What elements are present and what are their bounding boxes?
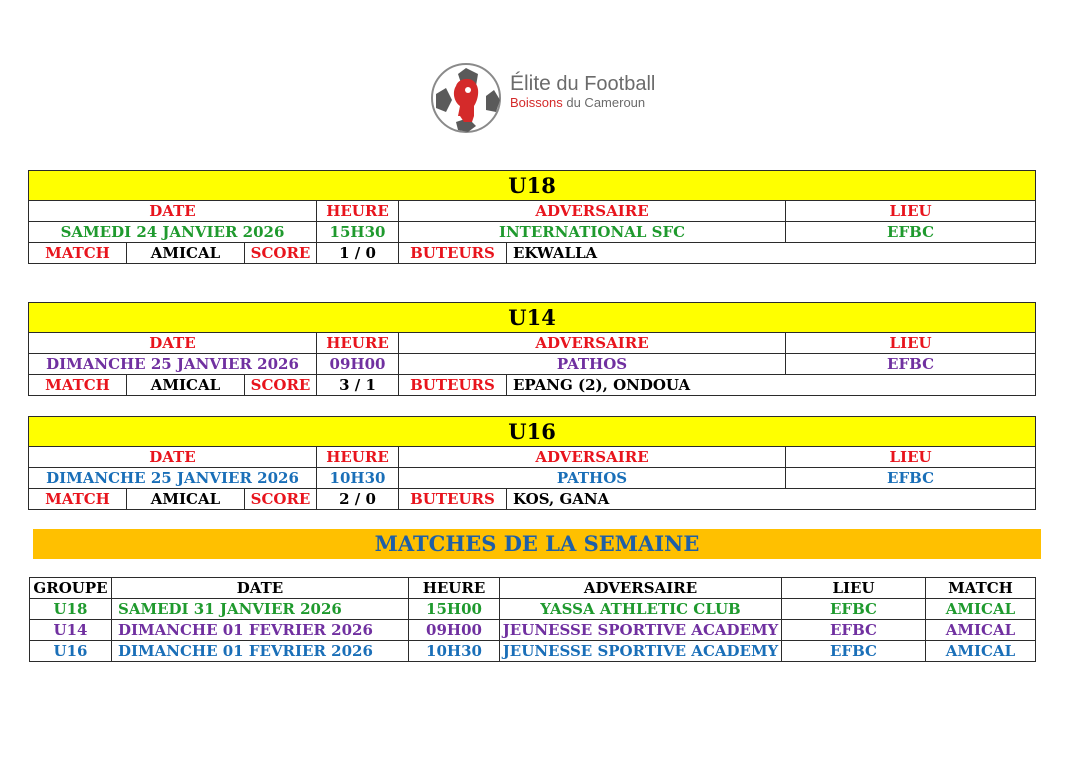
groupe-cell: U18: [30, 599, 112, 620]
date-header: DATE: [112, 578, 409, 599]
adversaire-header: ADVERSAIRE: [399, 201, 786, 222]
logo-title: Élite du Football: [510, 72, 656, 95]
buteurs-label: BUTEURS: [399, 489, 507, 510]
u18-title: U18: [29, 171, 1036, 201]
u14-schedule-table: [28, 302, 1036, 396]
date-cell: DIMANCHE 01 FEVRIER 2026: [112, 641, 409, 662]
score-label: SCORE: [245, 489, 317, 510]
u16-adversaire: PATHOS: [399, 468, 786, 489]
u16-title: U16: [29, 417, 1036, 447]
adversaire-cell: JEUNESSE SPORTIVE ACADEMY: [500, 641, 782, 662]
match-label: MATCH: [29, 243, 127, 264]
lieu-header: LIEU: [786, 201, 1036, 222]
weekly-header-row: [30, 578, 1036, 599]
groupe-cell: U14: [30, 620, 112, 641]
date-cell: DIMANCHE 01 FEVRIER 2026: [112, 620, 409, 641]
date-header: DATE: [29, 201, 317, 222]
u18-date: SAMEDI 24 JANVIER 2026: [29, 222, 317, 243]
u14-date: DIMANCHE 25 JANVIER 2026: [29, 354, 317, 375]
score-label: SCORE: [245, 243, 317, 264]
adversaire-header: ADVERSAIRE: [399, 333, 786, 354]
logo-subtitle: Boissons du Cameroun: [510, 95, 646, 110]
adversaire-cell: YASSA ATHLETIC CLUB: [500, 599, 782, 620]
u18-buteurs: EKWALLA: [507, 243, 1036, 264]
match-label: MATCH: [29, 375, 127, 396]
heure-header: HEURE: [409, 578, 500, 599]
lieu-cell: EFBC: [782, 620, 926, 641]
weekly-matches-banner: MATCHES DE LA SEMAINE: [33, 529, 1041, 559]
adversaire-header: ADVERSAIRE: [500, 578, 782, 599]
table-row: [30, 641, 1036, 662]
u16-date: DIMANCHE 25 JANVIER 2026: [29, 468, 317, 489]
date-header: DATE: [29, 333, 317, 354]
u16-heure: 10H30: [317, 468, 399, 489]
heure-header: HEURE: [317, 333, 399, 354]
u14-lieu: EFBC: [786, 354, 1036, 375]
date-cell: SAMEDI 31 JANVIER 2026: [112, 599, 409, 620]
heure-header: HEURE: [317, 201, 399, 222]
table-row: [30, 620, 1036, 641]
elite-football-logo: [428, 60, 668, 136]
u14-title: U14: [29, 303, 1036, 333]
buteurs-label: BUTEURS: [399, 375, 507, 396]
adversaire-cell: JEUNESSE SPORTIVE ACADEMY: [500, 620, 782, 641]
u16-score: 2 / 0: [317, 489, 399, 510]
lieu-cell: EFBC: [782, 599, 926, 620]
match-cell: AMICAL: [926, 620, 1036, 641]
u16-buteurs: KOS, GANA: [507, 489, 1036, 510]
lieu-header: LIEU: [786, 447, 1036, 468]
score-label: SCORE: [245, 375, 317, 396]
u18-schedule-table: [28, 170, 1036, 264]
u14-adversaire: PATHOS: [399, 354, 786, 375]
heure-cell: 09H00: [409, 620, 500, 641]
table-row: [30, 599, 1036, 620]
adversaire-header: ADVERSAIRE: [399, 447, 786, 468]
weekly-matches-table: [29, 577, 1036, 662]
u14-score: 3 / 1: [317, 375, 399, 396]
u16-schedule-table: [28, 416, 1036, 510]
u18-match-type: AMICAL: [127, 243, 245, 264]
heure-header: HEURE: [317, 447, 399, 468]
groupe-header: GROUPE: [30, 578, 112, 599]
buteurs-label: BUTEURS: [399, 243, 507, 264]
u18-heure: 15H30: [317, 222, 399, 243]
u14-match-type: AMICAL: [127, 375, 245, 396]
u16-lieu: EFBC: [786, 468, 1036, 489]
heure-cell: 10H30: [409, 641, 500, 662]
soccer-ball-lion-icon: [428, 60, 504, 136]
lieu-header: LIEU: [786, 333, 1036, 354]
match-cell: AMICAL: [926, 641, 1036, 662]
u16-match-type: AMICAL: [127, 489, 245, 510]
u18-adversaire: INTERNATIONAL SFC: [399, 222, 786, 243]
u18-score: 1 / 0: [317, 243, 399, 264]
u18-lieu: EFBC: [786, 222, 1036, 243]
u14-buteurs: EPANG (2), ONDOUA: [507, 375, 1036, 396]
match-label: MATCH: [29, 489, 127, 510]
heure-cell: 15H00: [409, 599, 500, 620]
match-header: MATCH: [926, 578, 1036, 599]
match-cell: AMICAL: [926, 599, 1036, 620]
date-header: DATE: [29, 447, 317, 468]
lieu-cell: EFBC: [782, 641, 926, 662]
groupe-cell: U16: [30, 641, 112, 662]
u14-heure: 09H00: [317, 354, 399, 375]
lieu-header: LIEU: [782, 578, 926, 599]
